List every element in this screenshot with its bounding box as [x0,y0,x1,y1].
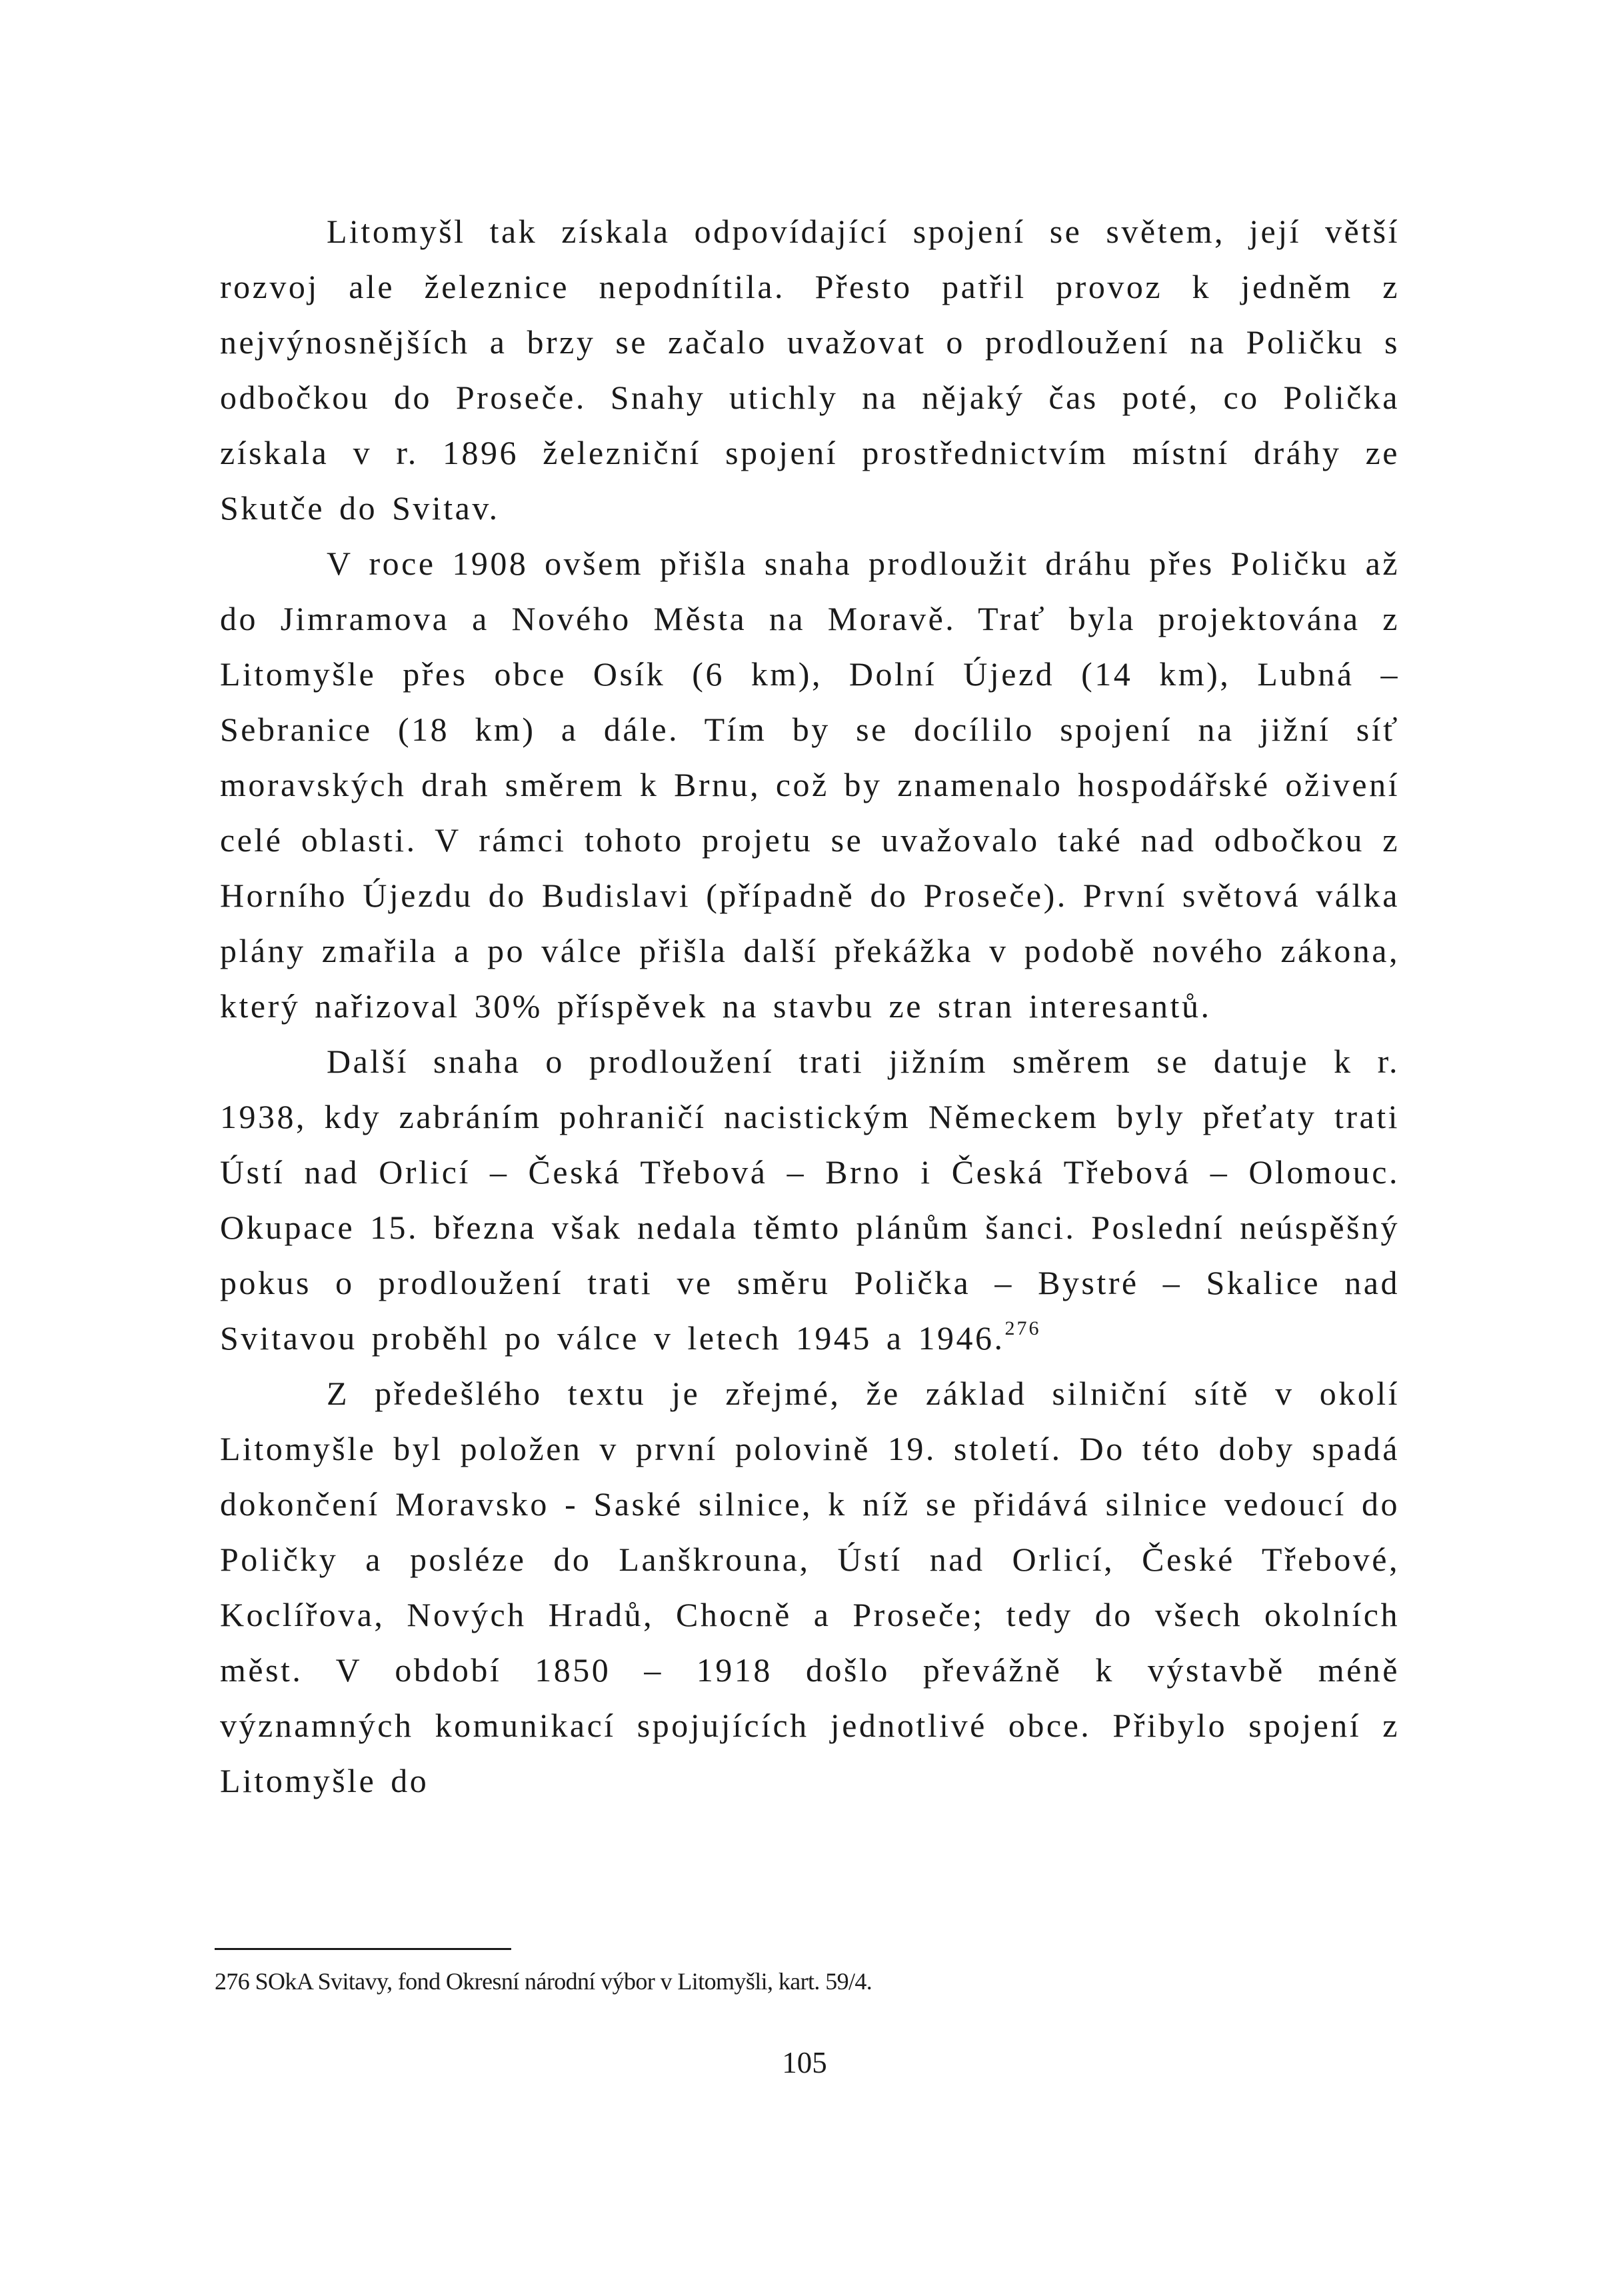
paragraph-1: Litomyšl tak získala odpovídající spojení se světem, její větší rozvoj ale železnice nepodnítila. Přesto patřil provoz k jedněm z nejvýnosnějších a brzy se začalo uvažovat o prodloužení na Poličku s odbočkou do Proseče. Snahy utichly na nějaký čas poté, co Polička získala v r. 1896 železniční spojení prostřednictvím místní dráhy ze Skutče do Svitav. [220,213,1400,527]
page-number: 105 [782,2046,827,2079]
paragraph-4: Z předešlého textu je zřejmé, že základ silniční sítě v okolí Litomyšle byl položen v první polovině 19. století. Do této doby spadá dokončení Moravsko - Saské silnice, k níž se přidává silnice vedoucí do Poličky a posléze do Lanškrouna, Ústí nad Orlicí, České Třebové, Koclířova, Nových Hradů, Chocně a Proseče; tedy do všech okolních měst. V období 1850 – 1918 došlo převážně k výstavbě méně významných komunikací spojujících jednotlivé obce. Přibylo spojení z Litomyšle do [220,1375,1400,1799]
body-text [220,204,1400,1809]
footnote: 276 SOkA Svitavy, fond Okresní národní výbor v Litomyšli, kart. 59/4. [215,1968,872,1995]
footnote-reference: 276 [1004,1317,1041,1339]
paragraph-2: V roce 1908 ovšem přišla snaha prodloužit dráhu přes Poličku až do Jimramova a Nového Města na Moravě. Trať byla projektována z Litomyšle přes obce Osík (6 km), Dolní Újezd (14 km), Lubná – Sebranice (18 km) a dále. Tím by se docílilo spojení na jižní síť moravských drah směrem k Brnu, což by znamenalo hospodářské oživení celé oblasti. V rámci tohoto projetu se uvažovalo také nad odbočkou z Horního Újezdu do Budislavi (případně do Proseče). První světová válka plány zmařila a po válce přišla další překážka v podobě nového zákona, který nařizoval 30% příspěvek na stavbu ze stran interesantů. [220,545,1400,1025]
footnote-separator [215,1948,511,1950]
paragraph-3 [220,1034,1400,1366]
paragraph-3-text: Další snaha o prodloužení trati jižním směrem se datuje k r. 1938, kdy zabráním pohraničí nacistickým Německem byly přeťaty trati Ústí nad Orlicí – Česká Třebová – Brno i Česká Třebová – Olomouc. Okupace 15. března však nedala těmto plánům šanci. Poslední neúspěšný pokus o prodloužení trati ve směru Polička – Bystré – Skalice nad Svitavou proběhl po válce v letech 1945 a 1946. [220,1043,1400,1357]
